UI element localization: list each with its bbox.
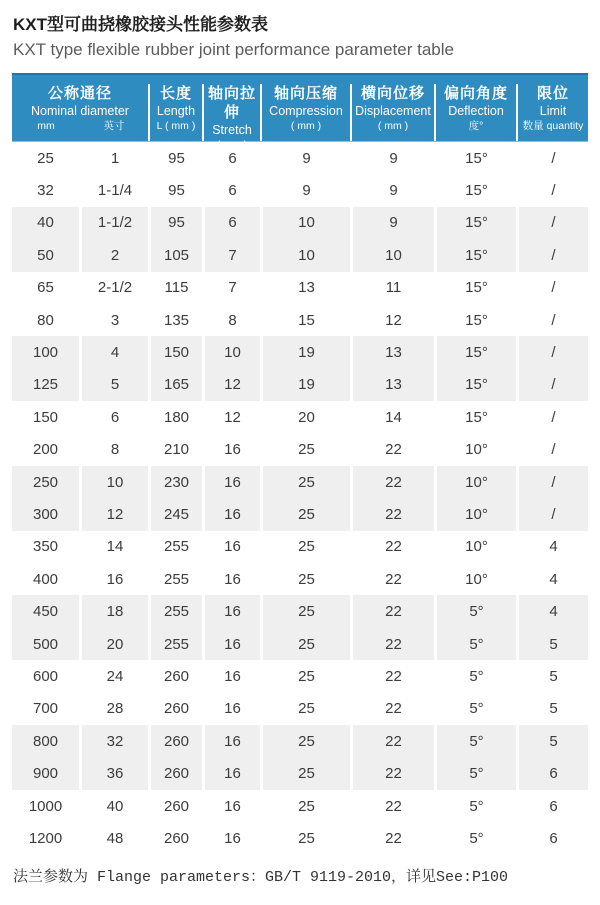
cell-compression: 19 (260, 369, 350, 401)
table-row (12, 725, 588, 757)
page-title-en: KXT type flexible rubber joint performance parameter table (13, 40, 454, 59)
cell-length: 260 (163, 700, 190, 718)
cell-nominal-inch: 20 (79, 628, 148, 660)
cell-nominal-inch: 12 (79, 498, 148, 530)
cell-deflection: 10° (465, 538, 488, 556)
cell-displacement: 12 (385, 311, 402, 329)
cell-nominal-mm: 1000 (28, 797, 63, 815)
cell-nominal-inch: 48 (106, 829, 124, 847)
cell-displacement: 13 (350, 336, 434, 368)
cell-compression: 25 (260, 757, 350, 789)
cell-stretch: 16 (224, 667, 241, 685)
cell-limit: / (516, 369, 588, 401)
cell-nominal-inch: 40 (106, 797, 124, 815)
cell-compression: 25 (260, 725, 350, 757)
cell-nominal-inch: 5 (79, 369, 148, 401)
cell-nominal-inch: 1-1/4 (97, 182, 133, 200)
cell-deflection: 15° (434, 369, 516, 401)
header-compression-unit: ( mm ) (290, 120, 322, 132)
header-compression-en: Compression (269, 104, 343, 118)
cell-deflection: 5° (434, 628, 516, 660)
cell-length: 180 (163, 408, 190, 426)
cell-nominal-mm: 150 (32, 408, 59, 426)
cell-displacement: 22 (385, 441, 402, 459)
cell-length: 255 (163, 570, 190, 588)
cell-deflection: 10° (465, 570, 488, 588)
cell-compression: 25 (298, 538, 315, 556)
cell-nominal-mm: 100 (12, 336, 79, 368)
header-nominal-cn: 公称通径 (47, 85, 112, 102)
table-row (12, 693, 588, 725)
cell-compression: 25 (260, 498, 350, 530)
cell-limit: 4 (549, 570, 558, 588)
cell-stretch: 6 (202, 207, 260, 239)
cell-displacement: 9 (389, 182, 398, 200)
header-deflection-cn: 偏向角度 (443, 85, 508, 102)
cell-length: 255 (163, 538, 190, 556)
cell-deflection: 10° (434, 466, 516, 498)
header-stretch (202, 84, 260, 151)
cell-nominal-inch: 16 (106, 570, 124, 588)
cell-displacement: 22 (385, 570, 402, 588)
cell-length: 165 (148, 369, 202, 401)
cell-deflection: 15° (465, 311, 488, 329)
cell-limit: / (516, 336, 588, 368)
cell-limit: / (516, 207, 588, 239)
cell-deflection: 15° (434, 239, 516, 271)
cell-nominal-mm: 50 (12, 239, 79, 271)
cell-length: 260 (163, 829, 190, 847)
table-row (12, 531, 588, 563)
cell-displacement: 22 (350, 466, 434, 498)
table-row (12, 790, 588, 822)
cell-length: 260 (148, 725, 202, 757)
table-row (12, 595, 588, 627)
cell-stretch: 7 (202, 239, 260, 271)
cell-compression: 25 (260, 628, 350, 660)
cell-limit: 4 (516, 595, 588, 627)
cell-nominal-mm: 600 (32, 667, 59, 685)
header-length-en: Length (156, 104, 196, 118)
header-displacement-unit: ( mm ) (377, 120, 409, 132)
cell-displacement: 22 (385, 797, 402, 815)
cell-limit: / (551, 441, 556, 459)
cell-nominal-mm: 500 (12, 628, 79, 660)
header-nominal-en: Nominal diameter (31, 104, 129, 118)
cell-length: 255 (148, 595, 202, 627)
cell-compression: 10 (260, 207, 350, 239)
cell-nominal-inch: 32 (79, 725, 148, 757)
table-row (12, 757, 588, 789)
cell-stretch: 16 (202, 725, 260, 757)
table-row (12, 142, 588, 174)
cell-stretch: 16 (224, 829, 241, 847)
parameter-table (12, 142, 588, 855)
cell-nominal-inch: 14 (106, 538, 124, 556)
cell-length: 260 (163, 667, 190, 685)
cell-compression: 25 (298, 797, 315, 815)
cell-displacement: 22 (350, 725, 434, 757)
cell-nominal-mm: 400 (32, 570, 59, 588)
cell-nominal-inch: 3 (110, 311, 120, 329)
cell-limit: / (551, 149, 556, 167)
cell-nominal-inch: 1-1/2 (79, 207, 148, 239)
cell-limit: / (551, 279, 556, 297)
cell-nominal-inch: 2-1/2 (97, 279, 133, 297)
table-row (12, 434, 588, 466)
cell-stretch: 8 (228, 311, 237, 329)
cell-compression: 15 (298, 311, 315, 329)
cell-displacement: 9 (350, 207, 434, 239)
cell-nominal-inch: 2 (79, 239, 148, 271)
table-body (12, 142, 588, 855)
cell-compression: 25 (298, 570, 315, 588)
cell-stretch: 16 (224, 797, 241, 815)
header-length-unit: L ( mm ) (156, 120, 196, 132)
cell-length: 245 (148, 498, 202, 530)
cell-limit: / (551, 311, 556, 329)
cell-length: 135 (163, 311, 190, 329)
cell-nominal-mm: 800 (12, 725, 79, 757)
cell-deflection: 15° (434, 207, 516, 239)
cell-limit: / (551, 182, 556, 200)
header-limit-cn: 限位 (536, 85, 569, 102)
cell-stretch: 16 (224, 570, 241, 588)
cell-displacement: 13 (350, 369, 434, 401)
cell-nominal-mm: 32 (37, 182, 54, 200)
cell-displacement: 14 (385, 408, 402, 426)
header-deflection (434, 84, 516, 141)
cell-nominal-mm: 250 (12, 466, 79, 498)
cell-compression: 25 (298, 829, 315, 847)
header-displacement (350, 84, 434, 141)
cell-deflection: 10° (434, 498, 516, 530)
cell-stretch: 16 (202, 466, 260, 498)
cell-stretch: 16 (202, 628, 260, 660)
cell-stretch: 16 (202, 498, 260, 530)
cell-nominal-inch: 28 (106, 700, 124, 718)
cell-length: 115 (164, 279, 189, 297)
header-stretch-cn: 轴向拉伸 (207, 85, 256, 121)
cell-compression: 9 (302, 149, 311, 167)
cell-nominal-mm: 80 (37, 311, 54, 329)
cell-deflection: 5° (434, 757, 516, 789)
cell-length: 255 (148, 628, 202, 660)
table-row (12, 336, 588, 368)
cell-nominal-mm: 1200 (28, 829, 63, 847)
cell-limit: 6 (516, 757, 588, 789)
cell-stretch: 7 (228, 279, 237, 297)
cell-limit: 5 (549, 667, 558, 685)
cell-nominal-inch: 18 (79, 595, 148, 627)
cell-deflection: 5° (434, 595, 516, 627)
cell-limit: 5 (549, 700, 558, 718)
cell-displacement: 22 (385, 829, 402, 847)
cell-compression: 25 (298, 700, 315, 718)
header-compression (260, 84, 350, 141)
cell-limit: 6 (549, 797, 558, 815)
header-nominal-subunits (12, 119, 148, 133)
cell-displacement: 22 (350, 595, 434, 627)
header-displacement-en: Displacement (355, 104, 431, 118)
cell-displacement: 22 (350, 628, 434, 660)
cell-limit: / (516, 239, 588, 271)
cell-nominal-inch: 10 (79, 466, 148, 498)
cell-compression: 25 (260, 466, 350, 498)
cell-displacement: 22 (385, 667, 402, 685)
cell-nominal-inch: 8 (110, 441, 120, 459)
table-row (12, 822, 588, 854)
cell-nominal-mm: 200 (32, 441, 59, 459)
footer-note: 法兰参数为 Flange parameters：GB/T 9119-2010，详见See:P100 (13, 868, 509, 886)
cell-nominal-mm: 65 (37, 279, 54, 297)
header-limit-unit: 数量 quantity (522, 120, 584, 132)
cell-limit: / (516, 498, 588, 530)
cell-deflection: 15° (465, 279, 488, 297)
cell-nominal-mm: 125 (12, 369, 79, 401)
cell-deflection: 5° (469, 797, 484, 815)
header-deflection-unit: 度° (468, 120, 484, 132)
cell-compression: 10 (260, 239, 350, 271)
cell-displacement: 22 (385, 538, 402, 556)
cell-deflection: 15° (465, 149, 488, 167)
cell-length: 260 (148, 757, 202, 789)
cell-limit: 4 (549, 538, 558, 556)
header-length-cn: 长度 (159, 85, 192, 102)
cell-nominal-inch: 36 (79, 757, 148, 789)
header-deflection-en: Deflection (448, 104, 504, 118)
header-unit-inch: 英寸 (103, 120, 125, 132)
cell-length: 95 (168, 182, 185, 200)
cell-stretch: 16 (202, 595, 260, 627)
cell-stretch: 12 (202, 369, 260, 401)
table-row (12, 369, 588, 401)
cell-stretch: 6 (228, 182, 237, 200)
cell-deflection: 5° (469, 829, 484, 847)
cell-stretch: 16 (224, 441, 241, 459)
cell-stretch: 16 (224, 700, 241, 718)
header-unit-mm: mm (37, 120, 55, 132)
header-stretch-unit: ( mm ) (216, 139, 248, 151)
cell-stretch: 6 (228, 149, 237, 167)
cell-length: 95 (168, 149, 185, 167)
header-limit (516, 84, 588, 141)
table-row (12, 498, 588, 530)
cell-limit: / (516, 466, 588, 498)
header-stretch-en: Stretch (212, 123, 252, 137)
cell-deflection: 15° (465, 408, 488, 426)
cell-displacement: 22 (385, 700, 402, 718)
table-header (12, 73, 588, 151)
header-compression-cn: 轴向压缩 (273, 85, 338, 102)
cell-stretch: 16 (202, 757, 260, 789)
cell-limit: 5 (516, 628, 588, 660)
table-row (12, 272, 588, 304)
cell-length: 150 (148, 336, 202, 368)
table-row (12, 304, 588, 336)
cell-deflection: 15° (465, 182, 488, 200)
header-displacement-cn: 横向位移 (360, 85, 425, 102)
cell-compression: 25 (260, 595, 350, 627)
table-row (12, 660, 588, 692)
cell-displacement: 22 (350, 498, 434, 530)
cell-length: 105 (148, 239, 202, 271)
table-row (12, 239, 588, 271)
cell-compression: 20 (298, 408, 315, 426)
cell-compression: 25 (298, 667, 315, 685)
cell-length: 230 (148, 466, 202, 498)
cell-deflection: 5° (469, 667, 484, 685)
cell-limit: / (551, 408, 556, 426)
cell-nominal-mm: 450 (12, 595, 79, 627)
cell-limit: 6 (549, 829, 558, 847)
table-row (12, 207, 588, 239)
cell-length: 210 (163, 441, 190, 459)
cell-deflection: 5° (434, 725, 516, 757)
cell-nominal-mm: 700 (32, 700, 59, 718)
cell-nominal-mm: 350 (32, 538, 59, 556)
cell-deflection: 15° (434, 336, 516, 368)
cell-nominal-mm: 25 (37, 149, 54, 167)
cell-limit: 5 (516, 725, 588, 757)
cell-nominal-inch: 6 (110, 408, 120, 426)
cell-deflection: 5° (469, 700, 484, 718)
cell-compression: 25 (298, 441, 315, 459)
title-block (0, 0, 600, 61)
header-length (148, 84, 202, 141)
cell-compression: 19 (260, 336, 350, 368)
cell-nominal-mm: 900 (12, 757, 79, 789)
cell-stretch: 16 (224, 538, 241, 556)
table-row (12, 628, 588, 660)
header-nominal-diameter (12, 84, 148, 141)
cell-deflection: 10° (465, 441, 488, 459)
cell-displacement: 22 (350, 757, 434, 789)
table-row (12, 174, 588, 206)
cell-length: 260 (163, 797, 190, 815)
table-row (12, 466, 588, 498)
table-row (12, 401, 588, 433)
table-row (12, 563, 588, 595)
page-title-cn: KXT型可曲挠橡胶接头性能参数表 (13, 15, 268, 34)
cell-nominal-mm: 300 (12, 498, 79, 530)
header-limit-en: Limit (539, 104, 567, 118)
cell-displacement: 9 (389, 149, 398, 167)
cell-compression: 13 (298, 279, 315, 297)
cell-nominal-inch: 24 (106, 667, 124, 685)
cell-length: 95 (148, 207, 202, 239)
cell-compression: 9 (302, 182, 311, 200)
cell-nominal-mm: 40 (12, 207, 79, 239)
cell-displacement: 10 (350, 239, 434, 271)
cell-nominal-inch: 4 (79, 336, 148, 368)
cell-nominal-inch: 1 (110, 149, 120, 167)
cell-stretch: 12 (224, 408, 241, 426)
cell-stretch: 10 (202, 336, 260, 368)
cell-displacement: 11 (385, 279, 402, 297)
